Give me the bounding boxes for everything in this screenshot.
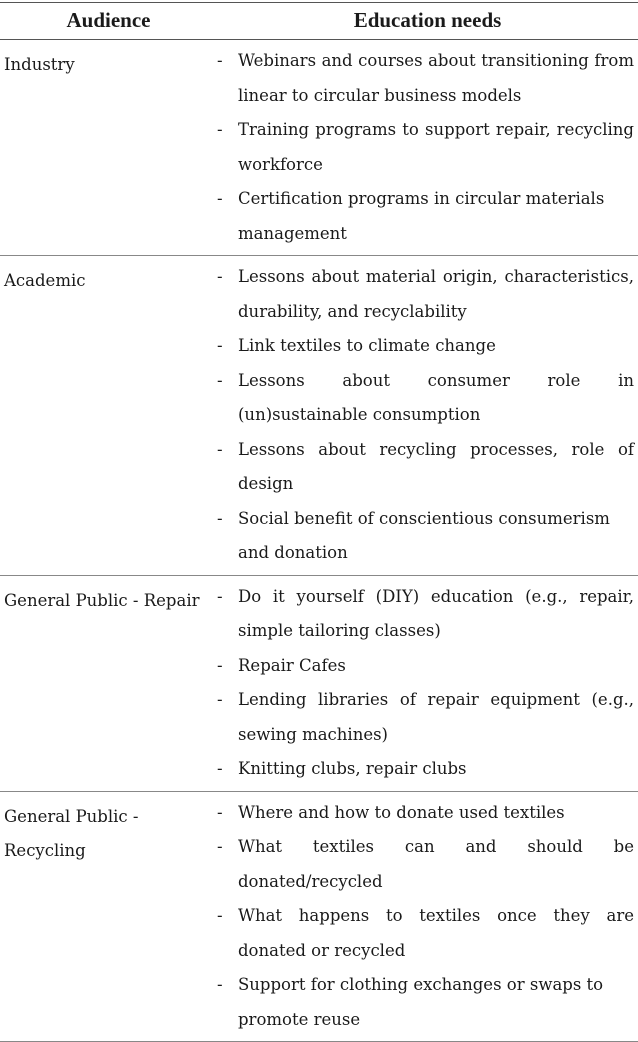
- list-item: [217, 329, 634, 364]
- list-item-text: Support for clothing exchanges or swaps to promote reuse: [238, 975, 604, 1029]
- list-item: [217, 796, 634, 831]
- table-row: [0, 40, 638, 256]
- bullet-dash: -: [217, 370, 223, 390]
- needs-list: [217, 792, 634, 1042]
- list-item-text: Lending libraries of repair equipment (e.g., sewing machines): [238, 690, 634, 744]
- list-item-text: Training programs to support repair, recycling workforce: [238, 120, 634, 174]
- bullet-dash: -: [217, 508, 223, 528]
- education-needs-header: Education needs: [353, 8, 502, 32]
- bullet-dash: -: [217, 759, 223, 778]
- list-item-text: Lessons about consumer role in (un)sustainable consumption: [238, 370, 634, 424]
- list-item: [217, 683, 634, 752]
- bullet-dash: -: [217, 837, 223, 856]
- needs-list: [217, 256, 634, 575]
- education-needs-cell: [217, 575, 638, 791]
- list-item-text: Where and how to donate used textiles: [238, 802, 565, 822]
- list-item-text: Webinars and courses about transitioning from linear to circular business models: [238, 51, 634, 105]
- list-item-text: Knitting clubs, repair clubs: [238, 759, 467, 778]
- list-item-text: What happens to textiles once they are donated or recycled: [238, 906, 634, 960]
- table-row: [0, 575, 638, 791]
- education-needs-cell: [217, 40, 638, 256]
- audience-cell: Industry: [4, 55, 75, 74]
- bullet-dash: -: [217, 51, 223, 70]
- list-item: [217, 44, 634, 113]
- list-item: [217, 182, 634, 251]
- needs-list: [217, 40, 634, 255]
- bullet-dash: -: [217, 586, 223, 606]
- list-item: [217, 649, 634, 684]
- needs-list: [217, 576, 634, 791]
- bullet-dash: -: [217, 267, 223, 286]
- list-item-text: Certification programs in circular materials management: [238, 189, 605, 243]
- list-item: [217, 502, 634, 571]
- list-item: [217, 433, 634, 502]
- list-item: [217, 968, 634, 1037]
- list-item: [217, 899, 634, 968]
- list-item-text: What textiles can and should be donated/recycled: [238, 837, 634, 891]
- bullet-dash: -: [217, 690, 223, 709]
- bullet-dash: -: [217, 802, 223, 822]
- list-item: [217, 260, 634, 329]
- table-body: [0, 40, 638, 1042]
- list-item: [217, 752, 634, 787]
- list-item-text: Lessons about recycling processes, role of design: [238, 439, 634, 493]
- list-item-text: Do it yourself (DIY) education (e.g., repair, simple tailoring classes): [238, 586, 634, 640]
- table-row: [0, 256, 638, 576]
- bullet-dash: -: [217, 120, 223, 139]
- education-needs-table: [0, 2, 638, 1042]
- table-row: [0, 791, 638, 1042]
- audience-cell: Academic: [4, 271, 86, 290]
- list-item-text: Repair Cafes: [238, 655, 346, 675]
- list-item-text: Social benefit of conscientious consumerism and donation: [238, 508, 610, 562]
- bullet-dash: -: [217, 439, 223, 459]
- list-item-text: Link textiles to climate change: [238, 336, 496, 355]
- list-item: [217, 580, 634, 649]
- education-needs-cell: [217, 791, 638, 1042]
- bullet-dash: -: [217, 189, 223, 208]
- bullet-dash: -: [217, 975, 223, 994]
- header-row: [0, 3, 638, 40]
- list-item-text: Lessons about material origin, characteristics, durability, and recyclability: [238, 267, 634, 321]
- bullet-dash: -: [217, 655, 223, 675]
- audience-cell: General Public - Recycling: [4, 806, 139, 860]
- education-needs-cell: [217, 256, 638, 576]
- bullet-dash: -: [217, 906, 223, 925]
- audience-cell: General Public - Repair: [4, 590, 200, 610]
- audience-header: Audience: [66, 8, 151, 32]
- bullet-dash: -: [217, 336, 223, 355]
- list-item: [217, 830, 634, 899]
- list-item: [217, 113, 634, 182]
- list-item: [217, 364, 634, 433]
